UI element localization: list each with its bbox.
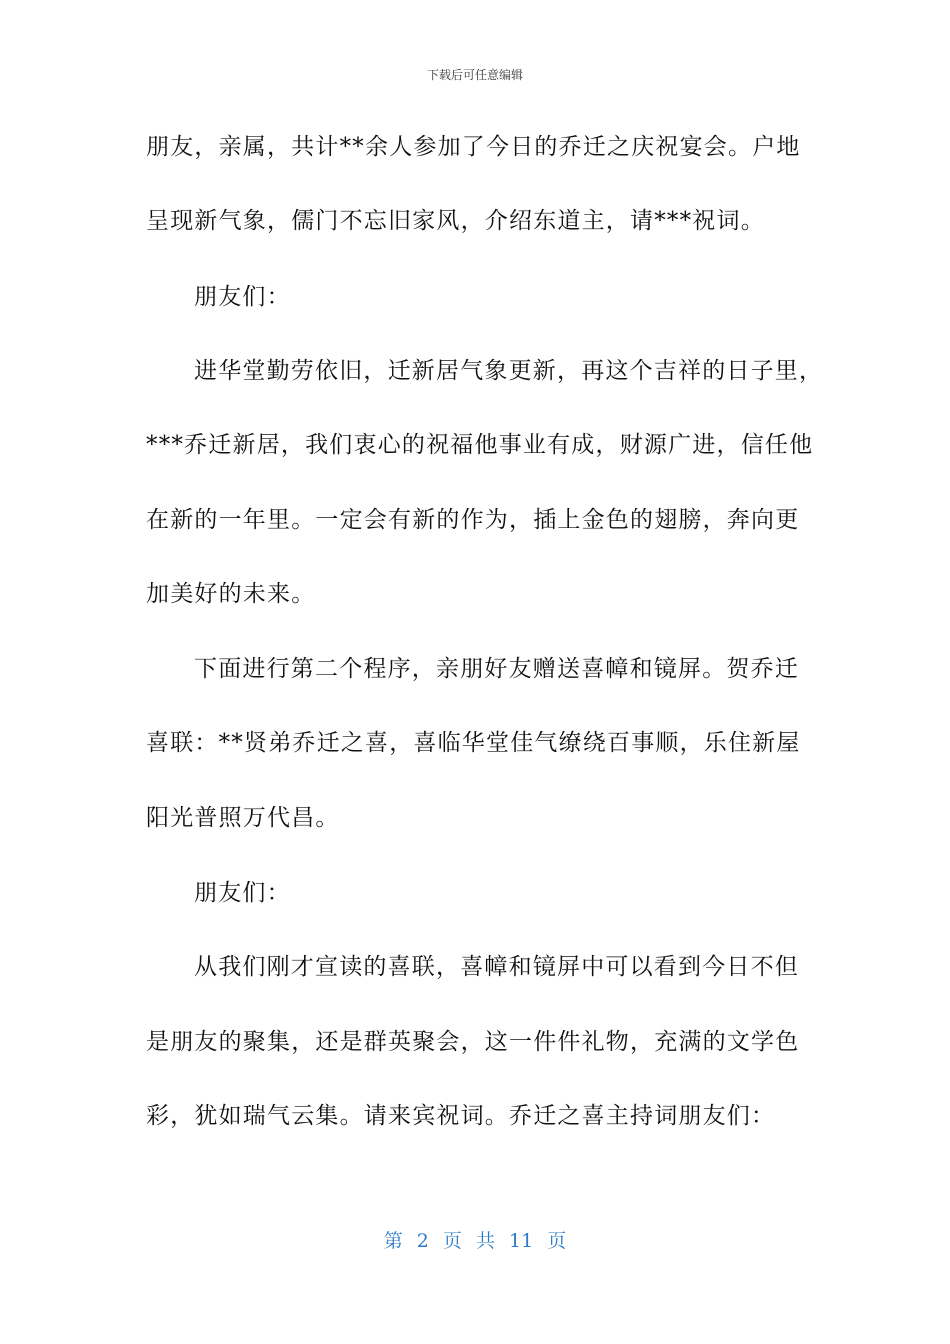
text-line: ***乔迁新居，我们衷心的祝福他事业有成，财源广进，信任他: [146, 432, 814, 458]
text-line: 彩，犹如瑞气云集。请来宾祝词。乔迁之喜主持词朋友们：: [146, 1103, 776, 1129]
header-note: 下载后可任意编辑: [426, 68, 523, 82]
text-line: 进华堂勤劳依旧，迁新居气象更新，再这个吉祥的日子里，: [194, 358, 824, 384]
text-line: 下面进行第二个程序，亲朋好友赠送喜幛和镜屏。贺乔迁: [194, 656, 799, 682]
text-line: 朋友们：: [194, 880, 291, 906]
page-number: 第 2 页 共 11 页: [383, 1230, 567, 1252]
text-line: 在新的一年里。一定会有新的作为，插上金色的翅膀，奔向更: [146, 507, 800, 533]
text-line: 加美好的未来。: [146, 581, 316, 607]
text-line: 呈现新气象，儒门不忘旧家风，介绍东道主，请***祝词。: [146, 208, 765, 234]
text-line: 阳光普照万代昌。: [146, 805, 340, 831]
text-line: 朋友们：: [194, 284, 291, 310]
text-line: 是朋友的聚集，还是群英聚会，这一件件礼物，充满的文学色: [146, 1029, 800, 1055]
text-line: 从我们刚才宣读的喜联，喜幛和镜屏中可以看到今日不但: [194, 954, 799, 980]
text-line: 喜联：**贤弟乔迁之喜，喜临华堂佳气缭绕百事顺，乐住新屋: [146, 730, 801, 756]
text-line: 朋友，亲属，共计**余人参加了今日的乔迁之庆祝宴会。户地: [146, 134, 801, 160]
